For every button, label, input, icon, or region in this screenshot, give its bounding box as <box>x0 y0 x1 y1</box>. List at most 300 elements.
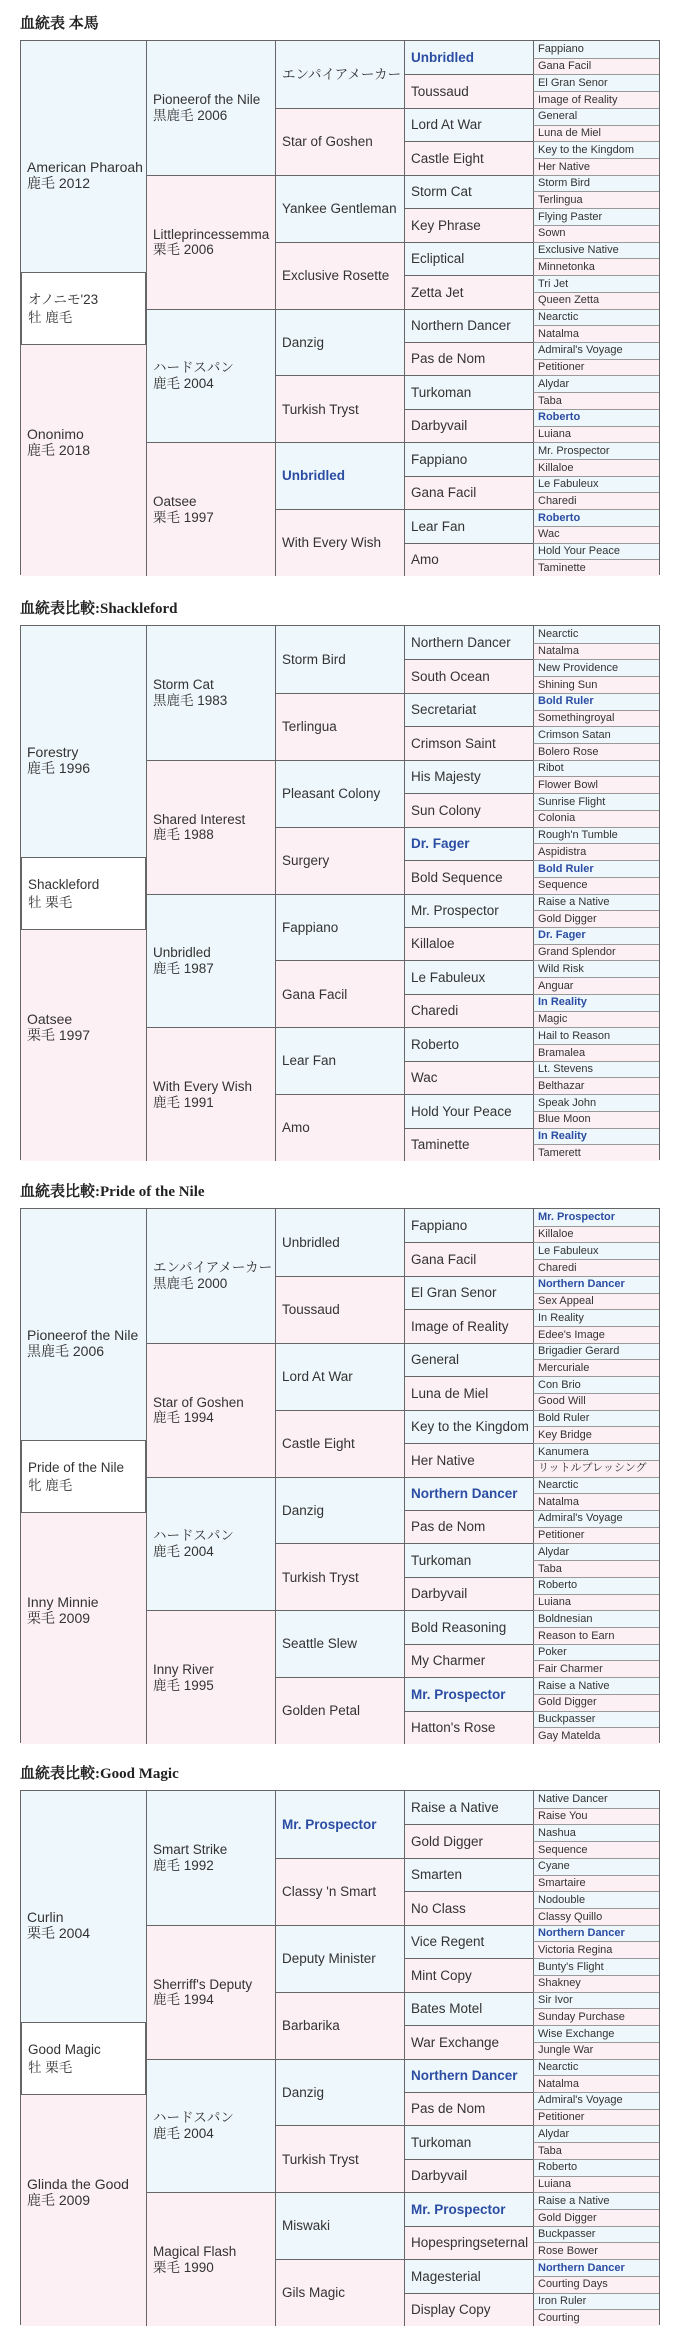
horse-name: Blue Moon <box>538 1113 591 1126</box>
gen5-ancestor[interactable] <box>533 2075 659 2092</box>
gen5-ancestor[interactable] <box>533 1791 659 1808</box>
gen5-ancestor[interactable] <box>533 1209 659 1226</box>
horse-name: Yankee Gentleman <box>282 200 397 216</box>
gen5-ancestor[interactable] <box>533 1694 659 1711</box>
gen5-ancestor[interactable] <box>533 509 659 526</box>
gen4-ancestor[interactable] <box>404 141 533 174</box>
gen5-ancestor[interactable] <box>533 2192 659 2209</box>
gen5-ancestor[interactable] <box>533 793 659 810</box>
gen5-ancestor[interactable] <box>533 1560 659 1577</box>
gen4-ancestor[interactable] <box>404 1677 533 1710</box>
sire[interactable] <box>21 41 146 309</box>
gen5-ancestor[interactable] <box>533 442 659 459</box>
sire[interactable] <box>21 626 146 894</box>
gen2-ancestor[interactable] <box>146 2192 275 2326</box>
horse-name: Pride of the Nile <box>28 1459 125 1475</box>
gen5-ancestor[interactable] <box>533 2125 659 2142</box>
gen5-ancestor[interactable] <box>533 693 659 710</box>
gen3-ancestor[interactable] <box>275 1858 404 1925</box>
gen4-ancestor[interactable] <box>404 409 533 442</box>
gen2-ancestor[interactable] <box>146 626 275 760</box>
gen5-ancestor[interactable] <box>533 877 659 894</box>
gen5-ancestor[interactable] <box>533 1711 659 1728</box>
gen4-ancestor[interactable] <box>404 275 533 308</box>
horse-name: Taminette <box>538 561 586 574</box>
horse-name: Northern Dancer <box>411 2067 518 2083</box>
gen5-ancestor[interactable] <box>533 1293 659 1310</box>
gen4-ancestor[interactable] <box>404 509 533 542</box>
gen5-ancestor[interactable] <box>533 643 659 660</box>
gen3-ancestor[interactable] <box>275 309 404 376</box>
gen5-ancestor[interactable] <box>533 1644 659 1661</box>
gen5-ancestor[interactable] <box>533 927 659 944</box>
horse-name: Lt. Stevens <box>538 1063 594 1076</box>
gen5-ancestor[interactable] <box>533 2309 659 2326</box>
gen3-ancestor[interactable] <box>275 1925 404 1992</box>
horse-info: 牡 栗毛 <box>28 2059 73 2075</box>
horse-name: Grand Splendor <box>538 946 616 959</box>
horse-name: Key to the Kingdom <box>538 143 635 156</box>
dam[interactable] <box>21 1477 146 1745</box>
gen5-ancestor[interactable] <box>533 1908 659 1925</box>
gen5-ancestor[interactable] <box>533 526 659 543</box>
gen4-ancestor[interactable] <box>404 1276 533 1309</box>
gen3-ancestor[interactable] <box>275 1791 404 1858</box>
gen4-ancestor[interactable] <box>404 927 533 960</box>
gen3-ancestor[interactable] <box>275 960 404 1027</box>
subject-horse[interactable] <box>21 272 146 346</box>
gen4-ancestor[interactable] <box>404 1061 533 1094</box>
gen3-ancestor[interactable] <box>275 1343 404 1410</box>
gen4-ancestor[interactable] <box>404 1610 533 1643</box>
gen5-ancestor[interactable] <box>533 392 659 409</box>
gen5-ancestor[interactable] <box>533 1975 659 1992</box>
gen4-ancestor[interactable] <box>404 1410 533 1443</box>
gen5-ancestor[interactable] <box>533 1410 659 1427</box>
gen2-ancestor[interactable] <box>146 1610 275 1744</box>
gen4-ancestor[interactable] <box>404 1510 533 1543</box>
gen5-ancestor[interactable] <box>533 1577 659 1594</box>
gen5-ancestor[interactable] <box>533 2293 659 2310</box>
gen5-ancestor[interactable] <box>533 91 659 108</box>
gen3-ancestor[interactable] <box>275 2059 404 2126</box>
gen5-ancestor[interactable] <box>533 141 659 158</box>
gen4-ancestor[interactable] <box>404 1858 533 1891</box>
gen5-ancestor[interactable] <box>533 1044 659 1061</box>
gen4-ancestor[interactable] <box>404 2125 533 2158</box>
gen5-ancestor[interactable] <box>533 2159 659 2176</box>
horse-info: 栗毛 1997 <box>27 1027 91 1044</box>
gen3-ancestor[interactable] <box>275 827 404 894</box>
gen3-ancestor[interactable] <box>275 1209 404 1276</box>
gen4-ancestor[interactable] <box>404 1824 533 1857</box>
gen3-ancestor[interactable] <box>275 1276 404 1343</box>
gen5-ancestor[interactable] <box>533 2059 659 2076</box>
horse-name: Sequence <box>538 879 588 892</box>
gen5-ancestor[interactable] <box>533 1941 659 1958</box>
gen5-ancestor[interactable] <box>533 1077 659 1094</box>
gen5-ancestor[interactable] <box>533 910 659 927</box>
gen3-ancestor[interactable] <box>275 375 404 442</box>
horse-name: エンパイアメーカー <box>153 1260 273 1276</box>
horse-name: Storm Bird <box>538 177 590 190</box>
gen3-ancestor[interactable] <box>275 175 404 242</box>
horse-name: Roberto <box>411 1036 460 1052</box>
horse-name: Seattle Slew <box>282 1636 358 1652</box>
gen5-ancestor[interactable] <box>533 710 659 727</box>
horse-name: Admiral's Voyage <box>538 344 623 357</box>
dam[interactable] <box>21 894 146 1162</box>
subject-horse[interactable] <box>21 857 146 931</box>
gen4-ancestor[interactable] <box>404 2192 533 2225</box>
gen4-ancestor[interactable] <box>404 793 533 826</box>
sire[interactable] <box>21 1209 146 1477</box>
gen4-ancestor[interactable] <box>404 994 533 1027</box>
horse-name: Lear Fan <box>282 1053 337 1069</box>
gen4-ancestor[interactable] <box>404 74 533 107</box>
gen5-ancestor[interactable] <box>533 2176 659 2193</box>
gen3-ancestor[interactable] <box>275 1477 404 1544</box>
gen5-ancestor[interactable] <box>533 1426 659 1443</box>
gen3-ancestor[interactable] <box>275 2192 404 2259</box>
gen3-ancestor[interactable] <box>275 41 404 108</box>
gen5-ancestor[interactable] <box>533 476 659 493</box>
gen5-ancestor[interactable] <box>533 1594 659 1611</box>
gen4-ancestor[interactable] <box>404 2226 533 2259</box>
gen2-ancestor[interactable] <box>146 1925 275 2059</box>
dam[interactable] <box>21 2059 146 2327</box>
gen4-ancestor[interactable] <box>404 760 533 793</box>
gen5-ancestor[interactable] <box>533 2142 659 2159</box>
gen4-ancestor[interactable] <box>404 894 533 927</box>
gen4-ancestor[interactable] <box>404 2059 533 2092</box>
gen4-ancestor[interactable] <box>404 960 533 993</box>
gen5-ancestor[interactable] <box>533 208 659 225</box>
horse-name: Classy 'n Smart <box>282 1884 377 1900</box>
gen5-ancestor[interactable] <box>533 1226 659 1243</box>
horse-name: リットルブレッシング <box>538 1462 647 1475</box>
gen4-ancestor[interactable] <box>404 1992 533 2025</box>
horse-name: Mr. Prospector <box>538 1211 616 1224</box>
gen4-ancestor[interactable] <box>404 2293 533 2326</box>
gen4-ancestor[interactable] <box>404 309 533 342</box>
gen5-ancestor[interactable] <box>533 1276 659 1293</box>
horse-name: Raise You <box>538 1810 588 1823</box>
gen4-ancestor[interactable] <box>404 1309 533 1342</box>
gen5-ancestor[interactable] <box>533 1259 659 1276</box>
gen5-ancestor[interactable] <box>533 74 659 91</box>
gen5-ancestor[interactable] <box>533 1359 659 1376</box>
gen3-ancestor[interactable] <box>275 894 404 961</box>
gen4-ancestor[interactable] <box>404 1644 533 1677</box>
gen5-ancestor[interactable] <box>533 108 659 125</box>
sire[interactable] <box>21 1791 146 2059</box>
gen5-ancestor[interactable] <box>533 125 659 142</box>
gen5-ancestor[interactable] <box>533 1858 659 1875</box>
gen4-ancestor[interactable] <box>404 375 533 408</box>
gen4-ancestor[interactable] <box>404 693 533 726</box>
horse-name: Ecliptical <box>411 251 465 267</box>
gen5-ancestor[interactable] <box>533 894 659 911</box>
gen5-ancestor[interactable] <box>533 359 659 376</box>
gen4-ancestor[interactable] <box>404 726 533 759</box>
gen5-ancestor[interactable] <box>533 2276 659 2293</box>
horse-name: Lord At War <box>282 1368 353 1384</box>
horse-name: ハードスパン <box>153 360 234 376</box>
horse-name: No Class <box>411 1900 466 1916</box>
gen5-ancestor[interactable] <box>533 543 659 560</box>
gen3-ancestor[interactable] <box>275 1677 404 1744</box>
gen5-ancestor[interactable] <box>533 1925 659 1942</box>
gen2-ancestor[interactable] <box>146 2059 275 2193</box>
horse-name: His Majesty <box>411 769 481 785</box>
gen5-ancestor[interactable] <box>533 1727 659 1744</box>
gen5-ancestor[interactable] <box>533 309 659 326</box>
gen5-ancestor[interactable] <box>533 1958 659 1975</box>
gen4-ancestor[interactable] <box>404 1376 533 1409</box>
gen4-ancestor[interactable] <box>404 41 533 74</box>
gen5-ancestor[interactable] <box>533 1610 659 1627</box>
gen3-ancestor[interactable] <box>275 1027 404 1094</box>
gen5-ancestor[interactable] <box>533 1527 659 1544</box>
gen5-ancestor[interactable] <box>533 1343 659 1360</box>
gen5-ancestor[interactable] <box>533 242 659 259</box>
gen5-ancestor[interactable] <box>533 492 659 509</box>
gen5-ancestor[interactable] <box>533 1808 659 1825</box>
gen2-ancestor[interactable] <box>146 1791 275 1925</box>
horse-info: 鹿毛 1992 <box>153 1857 214 1873</box>
gen5-ancestor[interactable] <box>533 1824 659 1841</box>
horse-name: Her Native <box>538 160 590 173</box>
gen5-ancestor[interactable] <box>533 760 659 777</box>
gen4-ancestor[interactable] <box>404 1711 533 1744</box>
gen4-ancestor[interactable] <box>404 1027 533 1060</box>
gen3-ancestor[interactable] <box>275 693 404 760</box>
horse-name: Roberto <box>538 2161 578 2174</box>
gen2-ancestor[interactable] <box>146 760 275 894</box>
gen5-ancestor[interactable] <box>533 275 659 292</box>
gen5-ancestor[interactable] <box>533 2109 659 2126</box>
gen5-ancestor[interactable] <box>533 843 659 860</box>
gen4-ancestor[interactable] <box>404 1791 533 1824</box>
gen5-ancestor[interactable] <box>533 1510 659 1527</box>
gen2-ancestor[interactable] <box>146 175 275 309</box>
gen5-ancestor[interactable] <box>533 1242 659 1259</box>
gen5-ancestor[interactable] <box>533 225 659 242</box>
gen5-ancestor[interactable] <box>533 1493 659 1510</box>
gen3-ancestor[interactable] <box>275 1094 404 1161</box>
gen4-ancestor[interactable] <box>404 626 533 659</box>
gen5-ancestor[interactable] <box>533 1326 659 1343</box>
gen4-ancestor[interactable] <box>404 659 533 692</box>
gen5-ancestor[interactable] <box>533 409 659 426</box>
gen5-ancestor[interactable] <box>533 776 659 793</box>
horse-name: Sex Appeal <box>538 1295 594 1308</box>
gen5-ancestor[interactable] <box>533 2226 659 2243</box>
gen4-ancestor[interactable] <box>404 476 533 509</box>
gen5-ancestor[interactable] <box>533 158 659 175</box>
gen5-ancestor[interactable] <box>533 41 659 58</box>
gen2-ancestor[interactable] <box>146 309 275 443</box>
dam[interactable] <box>21 309 146 577</box>
gen3-ancestor[interactable] <box>275 242 404 309</box>
gen5-ancestor[interactable] <box>533 810 659 827</box>
subject-horse[interactable] <box>21 1440 146 1514</box>
gen4-ancestor[interactable] <box>404 1242 533 1275</box>
gen5-ancestor[interactable] <box>533 258 659 275</box>
horse-name: Unbridled <box>411 49 474 65</box>
gen5-ancestor[interactable] <box>533 1677 659 1694</box>
gen5-ancestor[interactable] <box>533 2259 659 2276</box>
gen5-ancestor[interactable] <box>533 1128 659 1145</box>
gen5-ancestor[interactable] <box>533 1477 659 1494</box>
gen5-ancestor[interactable] <box>533 960 659 977</box>
gen5-ancestor[interactable] <box>533 726 659 743</box>
gen5-ancestor[interactable] <box>533 559 659 576</box>
gen5-ancestor[interactable] <box>533 175 659 192</box>
gen5-ancestor[interactable] <box>533 2025 659 2042</box>
horse-name: In Reality <box>538 996 587 1009</box>
horse-name: Petitioner <box>538 1529 585 1542</box>
gen4-ancestor[interactable] <box>404 442 533 475</box>
subject-horse[interactable] <box>21 2022 146 2096</box>
gen4-ancestor[interactable] <box>404 1577 533 1610</box>
gen4-ancestor[interactable] <box>404 1128 533 1161</box>
gen3-ancestor[interactable] <box>275 1610 404 1677</box>
gen4-ancestor[interactable] <box>404 1925 533 1958</box>
gen2-ancestor[interactable] <box>146 442 275 576</box>
gen5-ancestor[interactable] <box>533 1309 659 1326</box>
gen5-ancestor[interactable] <box>533 994 659 1011</box>
horse-name: Aspidistra <box>538 845 587 858</box>
gen4-ancestor[interactable] <box>404 2259 533 2292</box>
gen5-ancestor[interactable] <box>533 944 659 961</box>
gen3-ancestor[interactable] <box>275 442 404 509</box>
gen4-ancestor[interactable] <box>404 2159 533 2192</box>
gen5-ancestor[interactable] <box>533 2242 659 2259</box>
gen2-ancestor[interactable] <box>146 1027 275 1161</box>
horse-name: Queen Zetta <box>538 294 600 307</box>
gen2-ancestor[interactable] <box>146 1209 275 1343</box>
gen5-ancestor[interactable] <box>533 860 659 877</box>
gen5-ancestor[interactable] <box>533 191 659 208</box>
gen5-ancestor[interactable] <box>533 1111 659 1128</box>
gen4-ancestor[interactable] <box>404 2092 533 2125</box>
gen4-ancestor[interactable] <box>404 827 533 860</box>
gen5-ancestor[interactable] <box>533 1992 659 2009</box>
gen5-ancestor[interactable] <box>533 1027 659 1044</box>
gen5-ancestor[interactable] <box>533 1891 659 1908</box>
gen4-ancestor[interactable] <box>404 543 533 576</box>
gen4-ancestor[interactable] <box>404 1343 533 1376</box>
gen2-ancestor[interactable] <box>146 1343 275 1477</box>
horse-name: Pleasant Colony <box>282 785 381 801</box>
gen5-ancestor[interactable] <box>533 375 659 392</box>
horse-name: Mr. Prospector <box>411 1686 506 1702</box>
horse-name: Alydar <box>538 1545 570 1558</box>
gen3-ancestor[interactable] <box>275 509 404 576</box>
gen5-ancestor[interactable] <box>533 459 659 476</box>
gen3-ancestor[interactable] <box>275 2259 404 2326</box>
gen5-ancestor[interactable] <box>533 1094 659 1111</box>
gen3-ancestor[interactable] <box>275 1992 404 2059</box>
gen3-ancestor[interactable] <box>275 108 404 175</box>
gen5-ancestor[interactable] <box>533 1660 659 1677</box>
horse-name: Key to the Kingdom <box>411 1419 529 1435</box>
gen4-ancestor[interactable] <box>404 1094 533 1127</box>
gen5-ancestor[interactable] <box>533 292 659 309</box>
horse-name: Magesterial <box>411 2268 481 2284</box>
gen5-ancestor[interactable] <box>533 1460 659 1477</box>
gen4-ancestor[interactable] <box>404 1443 533 1476</box>
gen5-ancestor[interactable] <box>533 1011 659 1028</box>
gen4-ancestor[interactable] <box>404 1477 533 1510</box>
gen5-ancestor[interactable] <box>533 1393 659 1410</box>
horse-name: Flower Bowl <box>538 779 598 791</box>
gen5-ancestor[interactable] <box>533 325 659 342</box>
gen5-ancestor[interactable] <box>533 342 659 359</box>
gen5-ancestor[interactable] <box>533 626 659 643</box>
gen5-ancestor[interactable] <box>533 676 659 693</box>
horse-name: Hopespringseternal <box>411 2235 529 2251</box>
horse-name: Charedi <box>411 1003 459 1019</box>
gen5-ancestor[interactable] <box>533 1875 659 1892</box>
gen5-ancestor[interactable] <box>533 1627 659 1644</box>
gen4-ancestor[interactable] <box>404 1891 533 1924</box>
gen4-ancestor[interactable] <box>404 1543 533 1576</box>
horse-name: Crimson Satan <box>538 728 611 741</box>
gen4-ancestor[interactable] <box>404 1958 533 1991</box>
gen5-ancestor[interactable] <box>533 2209 659 2226</box>
horse-name: Magical Flash <box>153 2244 237 2260</box>
gen2-ancestor[interactable] <box>146 41 275 175</box>
gen3-ancestor[interactable] <box>275 760 404 827</box>
gen5-ancestor[interactable] <box>533 743 659 760</box>
gen4-ancestor[interactable] <box>404 208 533 241</box>
gen3-ancestor[interactable] <box>275 1410 404 1477</box>
gen4-ancestor[interactable] <box>404 1209 533 1242</box>
gen4-ancestor[interactable] <box>404 2025 533 2058</box>
gen5-ancestor[interactable] <box>533 2092 659 2109</box>
gen3-ancestor[interactable] <box>275 626 404 693</box>
gen4-ancestor[interactable] <box>404 860 533 893</box>
gen5-ancestor[interactable] <box>533 977 659 994</box>
gen4-ancestor[interactable] <box>404 108 533 141</box>
gen5-ancestor[interactable] <box>533 827 659 844</box>
gen5-ancestor[interactable] <box>533 2008 659 2025</box>
gen5-ancestor[interactable] <box>533 1543 659 1560</box>
gen2-ancestor[interactable] <box>146 1477 275 1611</box>
horse-name: Smarten <box>411 1867 463 1883</box>
gen5-ancestor[interactable] <box>533 2042 659 2059</box>
gen5-ancestor[interactable] <box>533 1376 659 1393</box>
horse-name: Vice Regent <box>411 1934 485 1950</box>
gen4-ancestor[interactable] <box>404 242 533 275</box>
gen5-ancestor[interactable] <box>533 426 659 443</box>
horse-name: Mercuriale <box>538 1362 590 1374</box>
gen5-ancestor[interactable] <box>533 1443 659 1460</box>
gen5-ancestor[interactable] <box>533 659 659 676</box>
gen5-ancestor[interactable] <box>533 58 659 75</box>
gen4-ancestor[interactable] <box>404 342 533 375</box>
gen3-ancestor[interactable] <box>275 2125 404 2192</box>
gen4-ancestor[interactable] <box>404 175 533 208</box>
gen3-ancestor[interactable] <box>275 1543 404 1610</box>
gen5-ancestor[interactable] <box>533 1061 659 1078</box>
gen2-ancestor[interactable] <box>146 894 275 1028</box>
gen5-ancestor[interactable] <box>533 1144 659 1161</box>
gen5-ancestor[interactable] <box>533 1841 659 1858</box>
